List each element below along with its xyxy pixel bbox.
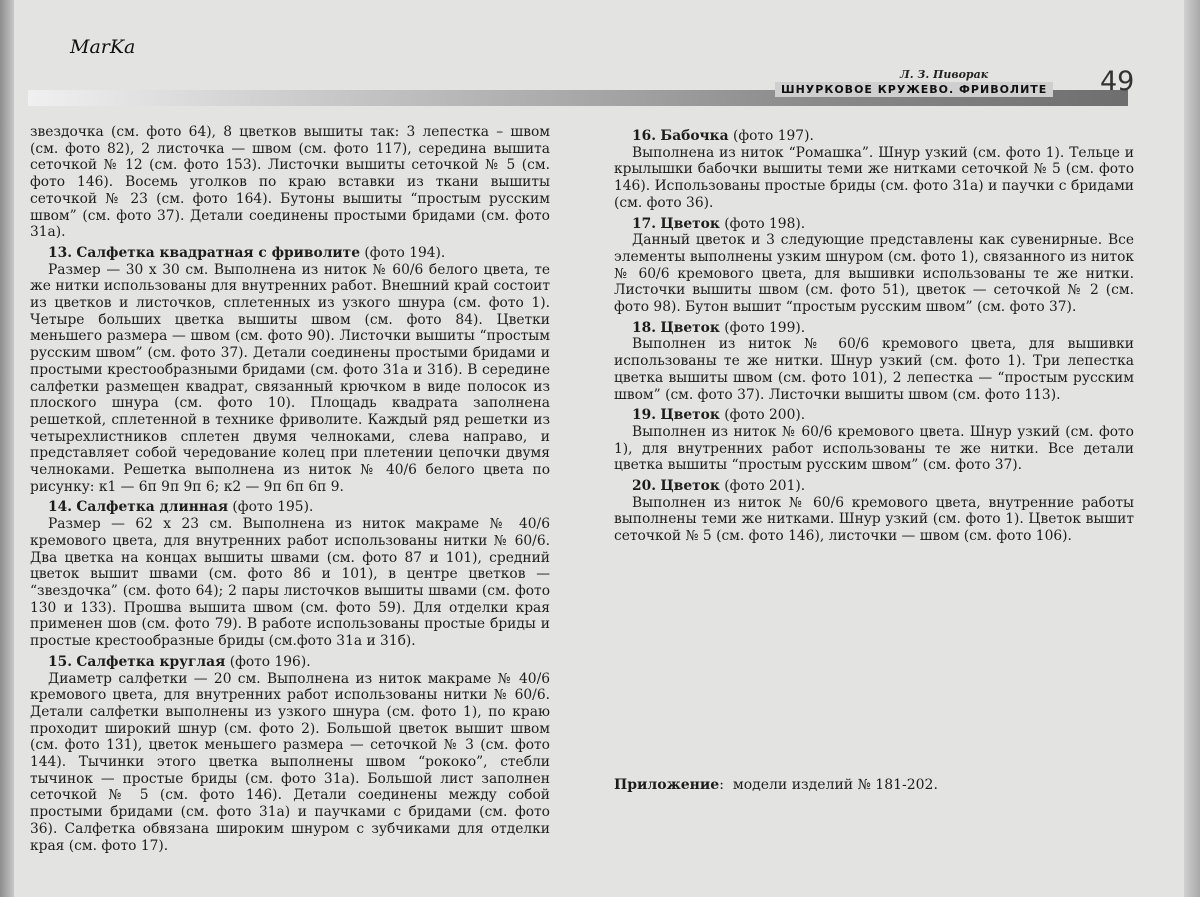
section-body: Диаметр салфетки — 20 см. Выполнена из ниток макраме № 40/6 кремового цвета, для внутренних работ использованы нитки № 60/6. Детали салфетки выполнены из узкого шнура (см. фото 1), по краю проходит широкий шнур (см. фото 2). Большой цветок вышит швом (см. фото 131), цветок меньшего размера — сеточкой № 3 (см. фото 144). Тычинки этого цветка выполнены швом “рококо”, стебли тычинок — простые бриды (см. фото 31а). Большой лист заполнен сеточкой № 5 (см. фото 146). Детали соединены между собой простыми бридами (см. фото 31а) и паучками с бридами (см. фото 36). Салфетка обвязана широким шнуром с зубчиками для отделки края (см. фото 17). xyxy=(30,670,550,854)
section-number: 18. xyxy=(632,319,657,336)
section-name: Цветок xyxy=(660,407,720,424)
section-19 xyxy=(614,407,1134,474)
section-photo-ref: (фото 199). xyxy=(724,319,806,336)
left-column xyxy=(30,124,550,854)
section-heading xyxy=(614,320,1134,337)
section-photo-ref: (фото 194). xyxy=(364,244,446,261)
section-name: Салфетка квадратная с фриволите xyxy=(76,244,360,261)
section-heading xyxy=(30,499,550,516)
section-number: 14. xyxy=(48,499,73,516)
section-number: 17. xyxy=(632,215,657,232)
section-18 xyxy=(614,320,1134,404)
appendix-note xyxy=(614,777,938,793)
section-heading xyxy=(614,478,1134,495)
section-body: Выполнена из ниток “Ромашка”. Шнур узкий (см. фото 1). Тельце и крылышки бабочки вышиты теми же нитками сеточкой № 5 (см. фото 146). Использованы простые бриды (см. фото 31а) и паучки с бридами (см. фото 36). xyxy=(614,144,1134,211)
appendix-text: модели изделий № 181-202. xyxy=(732,777,938,793)
section-name: Салфетка длинная xyxy=(76,499,229,516)
section-photo-ref: (фото 201). xyxy=(724,478,806,495)
section-photo-ref: (фото 195). xyxy=(232,499,314,516)
header-title: ШНУРКОВОЕ КРУЖЕВО. ФРИВОЛИТЕ xyxy=(775,82,1053,97)
header-author: Л. З. Пиворак xyxy=(900,68,989,81)
section-number: 20. xyxy=(632,478,657,495)
section-number: 15. xyxy=(48,653,73,670)
right-column xyxy=(614,124,1134,545)
section-name: Бабочка xyxy=(660,128,729,144)
section-20 xyxy=(614,478,1134,545)
section-body: Данный цветок и 3 следующие представлены как сувенирные. Все элементы выполнены узким шнуром (см. фото 1), связанного из ниток № 60/6 кремового цвета, для вышивки использованы те же нитки. Листочки вышиты швом (см. фото 51), цветок — сеточкой № 2 (см. фото 98). Бутон вышит “простым русским швом” (см. фото 37). xyxy=(614,232,1134,316)
section-name: Салфетка круглая xyxy=(76,653,226,670)
page-edge xyxy=(1184,0,1200,897)
section-heading xyxy=(30,654,550,671)
section-number: 13. xyxy=(48,244,73,261)
page-number: 49 xyxy=(1100,66,1135,97)
section-photo-ref: (фото 198). xyxy=(724,215,806,232)
section-number: 16. xyxy=(632,128,657,144)
section-body: Размер — 30 х 30 см. Выполнена из ниток № 60/6 белого цвета, те же нитки использованы для внутренних работ. Внешний край состоит из цветков и листочков, сплетенных из узкого шнура (см. фото 1). Четыре больших цветка вышиты швом (см. фото 84). Цветки меньшего размера — швом (см. фото 90). Листочки вышиты “простым русским швом” (см. фото 37). Детали соединены простыми бридами и простыми крестообразными бридами (см. фото 31а и 31б). В середине салфетки размещен квадрат, связанный крючком в виде полосок из плоского шнура (см. фото 10). Площадь квадрата заполнена решеткой, сплетенной в технике фриволите. Каждый ряд решетки из четырехлистников сплетен двумя челноками, слева направо, и представляет собой чередование колец при плетении цепочки двумя челноками. Решетка выполнена из ниток № 40/6 белого цвета по рисунку: к1 — 6п 9п 9п 6; к2 — 9п 6п 6п 9. xyxy=(30,261,550,495)
section-13 xyxy=(30,245,550,496)
book-spine-shadow xyxy=(0,0,14,897)
section-photo-ref: (фото 200). xyxy=(724,407,806,424)
section-name: Цветок xyxy=(660,319,720,336)
appendix-colon: : xyxy=(719,777,724,793)
section-body: Выполнен из ниток № 60/6 кремового цвета, внутренние работы выполнены теми же нитками. Шнур узкий (см. фото 1). Цветок вышит сеточкой № 5 (см. фото 146), листочки — швом (см. фото 106). xyxy=(614,494,1134,545)
section-photo-ref: (фото 197). xyxy=(732,128,814,144)
section-heading xyxy=(614,216,1134,233)
section-body: Размер — 62 х 23 см. Выполнена из ниток макраме № 40/6 кремового цвета, для внутренних работ использованы нитки № 60/6. Два цветка на концах вышиты швами (см. фото 87 и 101), средний цветок вышит швами (см. фото 86 и 101), в центре цветков — “звездочка” (см. фото 64); 2 пары листочков вышиты швами (см. фото 130 и 133). Прошва вышита швом (см. фото 59). Для отделки края применен шов (см. фото 79). В работе использованы простые бриды и простые крестообразные бриды (см.фото 31а и 31б). xyxy=(30,516,550,650)
section-body: Выполнен из ниток № 60/6 кремового цвета. Шнур узкий (см. фото 1), для внутренних работ использованы те же нитки. Все детали цветка вышиты “простым русским швом” (см. фото 37). xyxy=(614,423,1134,474)
intro-paragraph: звездочка (см. фото 64), 8 цветков вышиты так: 3 лепестка – швом (см. фото 82), 2 листочка — швом (см. фото 117), середина вышита сеточкой № 12 (см. фото 153). Листочки вышиты сеточкой № 5 (см. фото 146). Восемь уголков по краю вставки из ткани вышиты сеточкой № 23 (см. фото 164). Бутоны вышиты “простым русским швом” (см. фото 37). Детали соединены простыми бридами (см. фото 31а). xyxy=(30,124,550,241)
section-16 xyxy=(614,128,1134,212)
section-name: Цветок xyxy=(660,478,720,495)
scanner-signature: MarKa xyxy=(70,36,136,58)
section-heading xyxy=(614,128,1134,145)
section-17 xyxy=(614,216,1134,316)
appendix-label: Приложение xyxy=(614,777,720,793)
section-number: 19. xyxy=(632,407,657,424)
section-15 xyxy=(30,654,550,854)
section-body: Выполнен из ниток № 60/6 кремового цвета, для вышивки использованы те же нитки. Шнур узкий (см. фото 1). Три лепестка цветка вышиты швом (см. фото 101), 2 лепестка — “простым русским швом” (см. фото 37). Листочки вышиты швом (см. фото 113). xyxy=(614,336,1134,403)
section-14 xyxy=(30,499,550,649)
section-name: Цветок xyxy=(660,215,720,232)
section-heading xyxy=(614,407,1134,424)
section-heading xyxy=(30,245,550,262)
section-photo-ref: (фото 196). xyxy=(229,653,311,670)
